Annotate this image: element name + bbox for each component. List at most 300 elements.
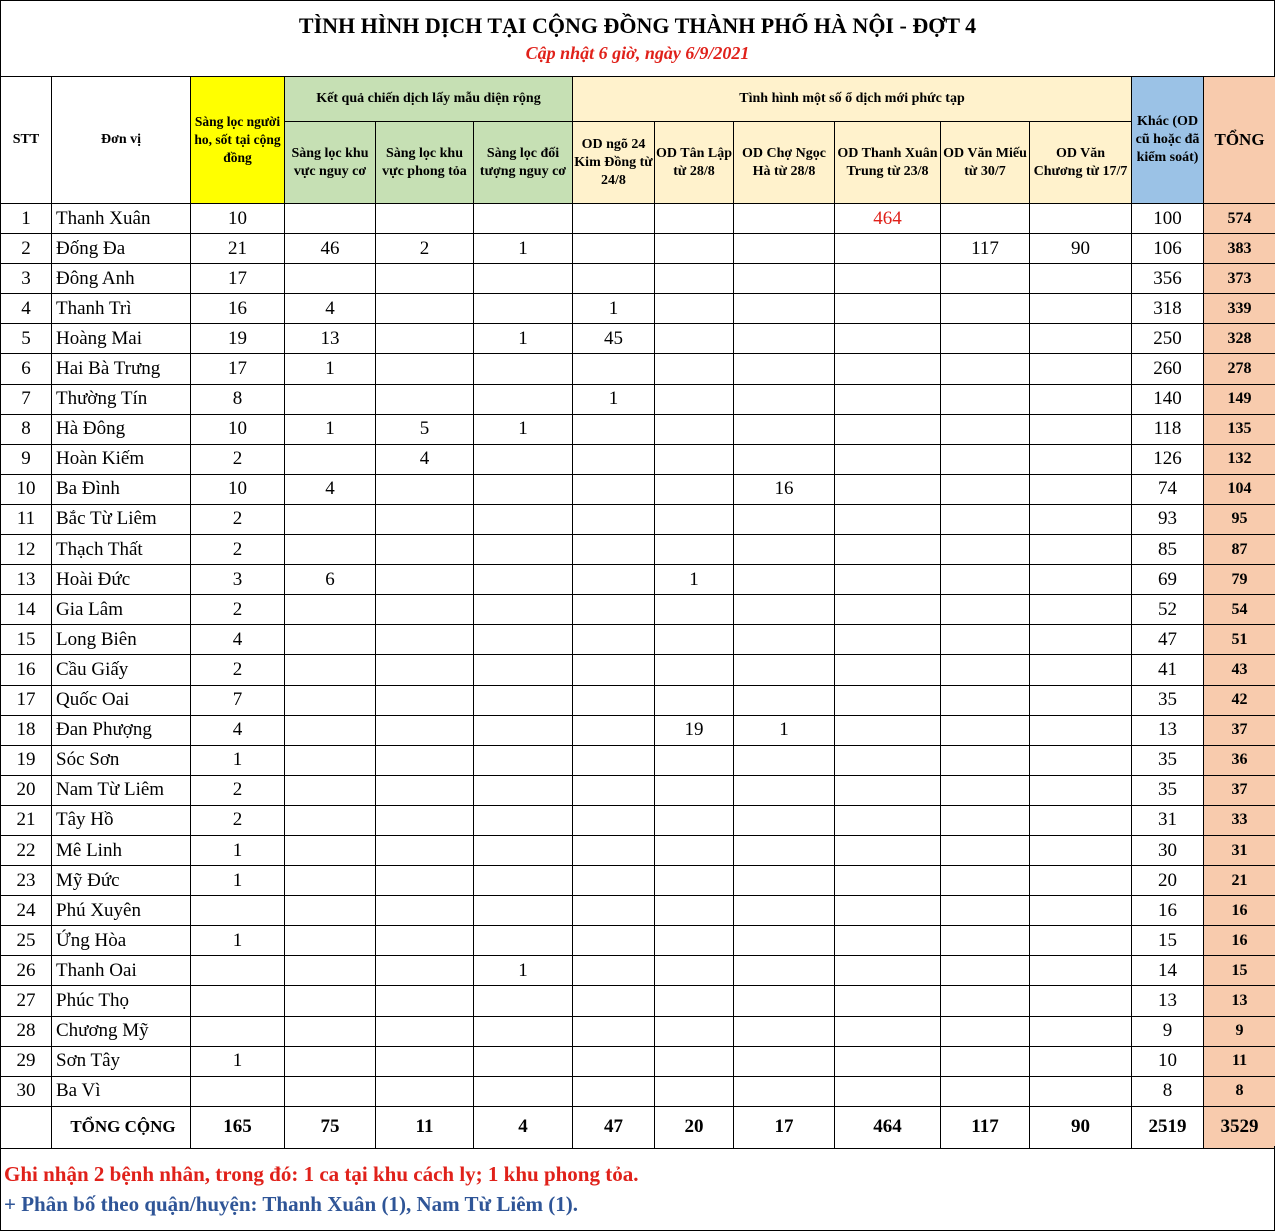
row-total-cell: 8 — [1204, 1076, 1275, 1106]
row-value-cell: 2 — [191, 535, 285, 565]
row-value-cell — [734, 504, 835, 534]
row-value-cell — [474, 354, 573, 384]
row-value-cell — [941, 805, 1030, 835]
row-value-cell — [655, 294, 734, 324]
row-value-cell: 2 — [376, 234, 474, 264]
row-value-cell: 2 — [191, 655, 285, 685]
row-value-cell — [474, 565, 573, 595]
row-value-cell: 52 — [1132, 595, 1204, 625]
row-value-cell — [376, 1016, 474, 1046]
row-value-cell — [655, 775, 734, 805]
row-value-cell — [835, 535, 941, 565]
row-value-cell — [573, 595, 655, 625]
header-od-cho-ngoc-ha: OD Chợ Ngọc Hà từ 28/8 — [734, 122, 835, 204]
row-unit-name: Hoàng Mai — [52, 324, 191, 354]
row-total-cell: 43 — [1204, 655, 1275, 685]
row-value-cell — [941, 324, 1030, 354]
row-value-cell — [1030, 956, 1132, 986]
row-value-cell — [573, 1076, 655, 1106]
row-value-cell — [734, 745, 835, 775]
totals-cell: 17 — [734, 1106, 835, 1148]
row-value-cell — [655, 1076, 734, 1106]
row-unit-name: Phúc Thọ — [52, 986, 191, 1016]
row-value-cell — [1030, 745, 1132, 775]
totals-cell: 4 — [474, 1106, 573, 1148]
table-row — [1, 685, 1275, 715]
row-value-cell — [941, 535, 1030, 565]
row-value-cell — [1030, 896, 1132, 926]
row-value-cell — [1030, 625, 1132, 655]
table-row — [1, 986, 1275, 1016]
row-value-cell — [734, 324, 835, 354]
row-value-cell — [573, 414, 655, 444]
row-unit-name: Sơn Tây — [52, 1046, 191, 1076]
row-stt: 26 — [1, 956, 52, 986]
row-value-cell — [573, 625, 655, 655]
row-value-cell — [941, 294, 1030, 324]
row-value-cell: 1 — [655, 565, 734, 595]
row-value-cell — [376, 685, 474, 715]
row-value-cell — [835, 625, 941, 655]
row-value-cell — [285, 1016, 376, 1046]
row-value-cell — [941, 565, 1030, 595]
row-value-cell — [941, 835, 1030, 865]
table-row — [1, 204, 1275, 234]
row-value-cell — [655, 1016, 734, 1046]
row-value-cell: 74 — [1132, 474, 1204, 504]
row-value-cell — [734, 926, 835, 956]
header-stt: STT — [1, 77, 52, 204]
row-value-cell — [835, 234, 941, 264]
row-value-cell — [835, 384, 941, 414]
row-value-cell — [734, 414, 835, 444]
row-value-cell: 3 — [191, 565, 285, 595]
row-value-cell — [285, 835, 376, 865]
totals-cell: 20 — [655, 1106, 734, 1148]
row-unit-name: Đống Đa — [52, 234, 191, 264]
row-value-cell — [573, 474, 655, 504]
row-stt: 7 — [1, 384, 52, 414]
row-value-cell: 46 — [285, 234, 376, 264]
row-total-cell: 42 — [1204, 685, 1275, 715]
row-value-cell — [573, 805, 655, 835]
row-value-cell — [941, 866, 1030, 896]
row-value-cell: 10 — [191, 474, 285, 504]
row-value-cell: 1 — [474, 414, 573, 444]
row-value-cell — [285, 384, 376, 414]
table-row — [1, 595, 1275, 625]
row-value-cell — [285, 805, 376, 835]
table-row — [1, 926, 1275, 956]
row-total-cell: 574 — [1204, 204, 1275, 234]
row-value-cell — [376, 264, 474, 294]
row-value-cell — [474, 384, 573, 414]
row-value-cell — [573, 354, 655, 384]
table-row — [1, 234, 1275, 264]
row-value-cell — [376, 294, 474, 324]
row-total-cell: 339 — [1204, 294, 1275, 324]
table-row — [1, 565, 1275, 595]
row-value-cell — [474, 655, 573, 685]
row-value-cell — [734, 625, 835, 655]
row-unit-name: Sóc Sơn — [52, 745, 191, 775]
row-value-cell — [285, 986, 376, 1016]
table-row — [1, 264, 1275, 294]
row-value-cell — [655, 685, 734, 715]
row-value-cell — [285, 504, 376, 534]
row-value-cell — [474, 715, 573, 745]
row-value-cell: 35 — [1132, 745, 1204, 775]
row-value-cell — [655, 504, 734, 534]
row-value-cell — [835, 655, 941, 685]
row-unit-name: Quốc Oai — [52, 685, 191, 715]
row-value-cell: 16 — [191, 294, 285, 324]
row-value-cell — [835, 956, 941, 986]
row-value-cell: 31 — [1132, 805, 1204, 835]
row-value-cell: 2 — [191, 805, 285, 835]
table-row — [1, 835, 1275, 865]
table-row — [1, 715, 1275, 745]
row-value-cell — [285, 655, 376, 685]
row-value-cell: 13 — [1132, 986, 1204, 1016]
row-value-cell — [285, 1046, 376, 1076]
row-value-cell — [734, 986, 835, 1016]
row-value-cell — [655, 896, 734, 926]
row-value-cell: 17 — [191, 354, 285, 384]
row-value-cell — [1030, 565, 1132, 595]
row-value-cell — [285, 204, 376, 234]
row-value-cell: 1 — [191, 745, 285, 775]
row-stt: 5 — [1, 324, 52, 354]
row-value-cell — [285, 535, 376, 565]
row-value-cell: 4 — [285, 294, 376, 324]
row-value-cell: 1 — [474, 956, 573, 986]
row-stt: 21 — [1, 805, 52, 835]
row-total-cell: 33 — [1204, 805, 1275, 835]
row-value-cell — [376, 805, 474, 835]
row-stt: 18 — [1, 715, 52, 745]
row-value-cell — [734, 1076, 835, 1106]
row-value-cell — [655, 535, 734, 565]
row-total-cell: 51 — [1204, 625, 1275, 655]
row-value-cell: 41 — [1132, 655, 1204, 685]
row-value-cell: 4 — [191, 625, 285, 655]
row-stt: 28 — [1, 1016, 52, 1046]
row-value-cell — [573, 264, 655, 294]
row-value-cell — [941, 926, 1030, 956]
row-unit-name: Thanh Trì — [52, 294, 191, 324]
totals-cell: 90 — [1030, 1106, 1132, 1148]
row-value-cell: 15 — [1132, 926, 1204, 956]
table-row — [1, 805, 1275, 835]
row-value-cell — [655, 835, 734, 865]
row-value-cell — [734, 384, 835, 414]
row-value-cell: 1 — [573, 294, 655, 324]
row-value-cell — [191, 956, 285, 986]
row-value-cell — [376, 204, 474, 234]
row-value-cell — [376, 986, 474, 1016]
header-od-van-chuong: OD Văn Chương từ 17/7 — [1030, 122, 1132, 204]
row-total-cell: 37 — [1204, 775, 1275, 805]
row-stt: 8 — [1, 414, 52, 444]
row-value-cell — [941, 956, 1030, 986]
row-value-cell — [1030, 1046, 1132, 1076]
totals-cell: 165 — [191, 1106, 285, 1148]
row-value-cell — [655, 866, 734, 896]
row-value-cell: 5 — [376, 414, 474, 444]
row-value-cell — [191, 1076, 285, 1106]
row-value-cell: 1 — [573, 384, 655, 414]
row-value-cell — [285, 625, 376, 655]
row-value-cell — [655, 745, 734, 775]
row-value-cell — [474, 444, 573, 474]
row-unit-name: Hai Bà Trưng — [52, 354, 191, 384]
report-subtitle: Cập nhật 6 giờ, ngày 6/9/2021 — [525, 43, 750, 63]
note-distribution: + Phân bố theo quận/huyện: Thanh Xuân (1), Nam Từ Liêm (1). — [4, 1192, 579, 1216]
row-value-cell — [376, 956, 474, 986]
row-value-cell — [285, 444, 376, 474]
row-value-cell — [655, 384, 734, 414]
row-value-cell — [285, 595, 376, 625]
row-total-cell: 79 — [1204, 565, 1275, 595]
row-total-cell: 95 — [1204, 504, 1275, 534]
row-value-cell — [573, 444, 655, 474]
table-row — [1, 414, 1275, 444]
row-value-cell: 1 — [474, 324, 573, 354]
row-value-cell — [835, 1046, 941, 1076]
row-value-cell: 117 — [941, 234, 1030, 264]
row-value-cell — [941, 384, 1030, 414]
row-value-cell — [835, 504, 941, 534]
row-value-cell — [1030, 264, 1132, 294]
row-value-cell — [835, 565, 941, 595]
row-value-cell — [941, 474, 1030, 504]
row-stt: 23 — [1, 866, 52, 896]
row-value-cell: 21 — [191, 234, 285, 264]
row-value-cell: 10 — [191, 204, 285, 234]
row-value-cell — [1030, 504, 1132, 534]
row-stt: 30 — [1, 1076, 52, 1106]
row-value-cell — [376, 715, 474, 745]
row-stt: 9 — [1, 444, 52, 474]
header-total: TỔNG — [1204, 77, 1275, 204]
header-od-van-mieu: OD Văn Miếu từ 30/7 — [941, 122, 1030, 204]
row-value-cell — [1030, 444, 1132, 474]
row-value-cell: 10 — [1132, 1046, 1204, 1076]
row-value-cell — [376, 655, 474, 685]
row-value-cell: 35 — [1132, 775, 1204, 805]
row-value-cell — [734, 896, 835, 926]
row-value-cell — [573, 204, 655, 234]
row-value-cell — [376, 625, 474, 655]
row-unit-name: Nam Từ Liêm — [52, 775, 191, 805]
row-value-cell — [941, 775, 1030, 805]
row-value-cell — [1030, 835, 1132, 865]
row-value-cell — [573, 986, 655, 1016]
row-unit-name: Thanh Xuân — [52, 204, 191, 234]
row-value-cell — [835, 1016, 941, 1046]
row-value-cell — [734, 685, 835, 715]
row-value-cell — [835, 595, 941, 625]
row-value-cell — [573, 535, 655, 565]
row-value-cell — [474, 745, 573, 775]
row-value-cell — [835, 986, 941, 1016]
grand-total-cell: 3529 — [1204, 1106, 1275, 1148]
row-total-cell: 149 — [1204, 384, 1275, 414]
row-value-cell — [285, 866, 376, 896]
row-value-cell — [376, 1076, 474, 1106]
row-value-cell — [835, 715, 941, 745]
row-value-cell — [1030, 414, 1132, 444]
row-value-cell — [655, 444, 734, 474]
row-total-cell: 54 — [1204, 595, 1275, 625]
totals-cell: 11 — [376, 1106, 474, 1148]
row-value-cell — [573, 896, 655, 926]
row-value-cell — [285, 926, 376, 956]
table-body — [1, 204, 1275, 1107]
row-value-cell — [573, 956, 655, 986]
table-row — [1, 775, 1275, 805]
row-unit-name: Phú Xuyên — [52, 896, 191, 926]
row-value-cell — [474, 294, 573, 324]
row-value-cell — [941, 264, 1030, 294]
row-unit-name: Hoài Đức — [52, 565, 191, 595]
row-value-cell — [941, 595, 1030, 625]
row-value-cell — [474, 926, 573, 956]
row-value-cell — [1030, 866, 1132, 896]
row-value-cell: 106 — [1132, 234, 1204, 264]
row-unit-name: Long Biên — [52, 625, 191, 655]
row-value-cell — [474, 866, 573, 896]
totals-cell: 47 — [573, 1106, 655, 1148]
row-unit-name: Thường Tín — [52, 384, 191, 414]
row-value-cell: 19 — [655, 715, 734, 745]
row-value-cell — [835, 444, 941, 474]
totals-row — [1, 1106, 1275, 1148]
row-stt: 19 — [1, 745, 52, 775]
row-unit-name: Ứng Hòa — [52, 926, 191, 956]
row-value-cell: 4 — [285, 474, 376, 504]
row-value-cell — [655, 204, 734, 234]
totals-cell: 2519 — [1132, 1106, 1204, 1148]
row-value-cell: 7 — [191, 685, 285, 715]
header-od-thanh-xuan-trung: OD Thanh Xuân Trung từ 23/8 — [835, 122, 941, 204]
row-value-cell — [474, 504, 573, 534]
row-value-cell: 47 — [1132, 625, 1204, 655]
row-value-cell — [376, 595, 474, 625]
row-unit-name: Gia Lâm — [52, 595, 191, 625]
row-value-cell: 1 — [285, 354, 376, 384]
row-stt: 13 — [1, 565, 52, 595]
row-value-cell — [573, 1016, 655, 1046]
row-value-cell — [1030, 354, 1132, 384]
row-value-cell — [1030, 204, 1132, 234]
title-block — [0, 0, 1275, 76]
row-value-cell — [1030, 715, 1132, 745]
row-value-cell: 13 — [1132, 715, 1204, 745]
row-value-cell — [941, 896, 1030, 926]
row-value-cell — [573, 655, 655, 685]
row-value-cell — [1030, 926, 1132, 956]
header-screening-community: Sàng lọc người ho, sốt tại cộng đồng — [191, 77, 285, 204]
row-value-cell — [573, 835, 655, 865]
row-value-cell — [655, 474, 734, 504]
row-value-cell: 250 — [1132, 324, 1204, 354]
table-row — [1, 1046, 1275, 1076]
table-row — [1, 866, 1275, 896]
row-value-cell — [835, 866, 941, 896]
row-total-cell: 328 — [1204, 324, 1275, 354]
row-value-cell — [474, 595, 573, 625]
row-value-cell — [376, 835, 474, 865]
row-value-cell — [835, 354, 941, 384]
row-total-cell: 383 — [1204, 234, 1275, 264]
row-value-cell — [835, 414, 941, 444]
row-value-cell — [474, 685, 573, 715]
row-value-cell: 17 — [191, 264, 285, 294]
table-row — [1, 1016, 1275, 1046]
row-value-cell — [1030, 1016, 1132, 1046]
row-unit-name: Thạch Thất — [52, 535, 191, 565]
row-stt: 10 — [1, 474, 52, 504]
row-value-cell — [835, 896, 941, 926]
table-row — [1, 474, 1275, 504]
cases-table — [0, 76, 1275, 1149]
table-row — [1, 444, 1275, 474]
row-stt: 24 — [1, 896, 52, 926]
row-value-cell — [1030, 324, 1132, 354]
row-value-cell: 2 — [191, 775, 285, 805]
row-value-cell — [474, 1016, 573, 1046]
row-value-cell: 1 — [474, 234, 573, 264]
row-value-cell: 140 — [1132, 384, 1204, 414]
row-value-cell: 16 — [734, 474, 835, 504]
row-value-cell: 85 — [1132, 535, 1204, 565]
row-value-cell: 2 — [191, 595, 285, 625]
table-row — [1, 535, 1275, 565]
row-value-cell — [941, 715, 1030, 745]
row-value-cell — [285, 775, 376, 805]
row-value-cell — [474, 835, 573, 865]
row-value-cell — [191, 1016, 285, 1046]
row-unit-name: Chương Mỹ — [52, 1016, 191, 1046]
row-value-cell — [734, 1016, 835, 1046]
row-value-cell — [376, 504, 474, 534]
row-value-cell — [573, 715, 655, 745]
row-value-cell — [573, 745, 655, 775]
row-value-cell — [655, 234, 734, 264]
row-value-cell — [376, 474, 474, 504]
row-value-cell: 1 — [191, 835, 285, 865]
row-value-cell: 13 — [285, 324, 376, 354]
row-value-cell — [573, 926, 655, 956]
row-value-cell: 318 — [1132, 294, 1204, 324]
table-row — [1, 324, 1275, 354]
row-stt: 4 — [1, 294, 52, 324]
table-row — [1, 384, 1275, 414]
row-total-cell: 135 — [1204, 414, 1275, 444]
row-value-cell — [285, 745, 376, 775]
row-value-cell — [655, 264, 734, 294]
row-value-cell — [734, 1046, 835, 1076]
row-value-cell — [573, 775, 655, 805]
totals-cell: 464 — [835, 1106, 941, 1148]
row-value-cell — [474, 1076, 573, 1106]
row-value-cell — [734, 264, 835, 294]
row-total-cell: 21 — [1204, 866, 1275, 896]
row-value-cell — [734, 535, 835, 565]
row-total-cell: 278 — [1204, 354, 1275, 384]
